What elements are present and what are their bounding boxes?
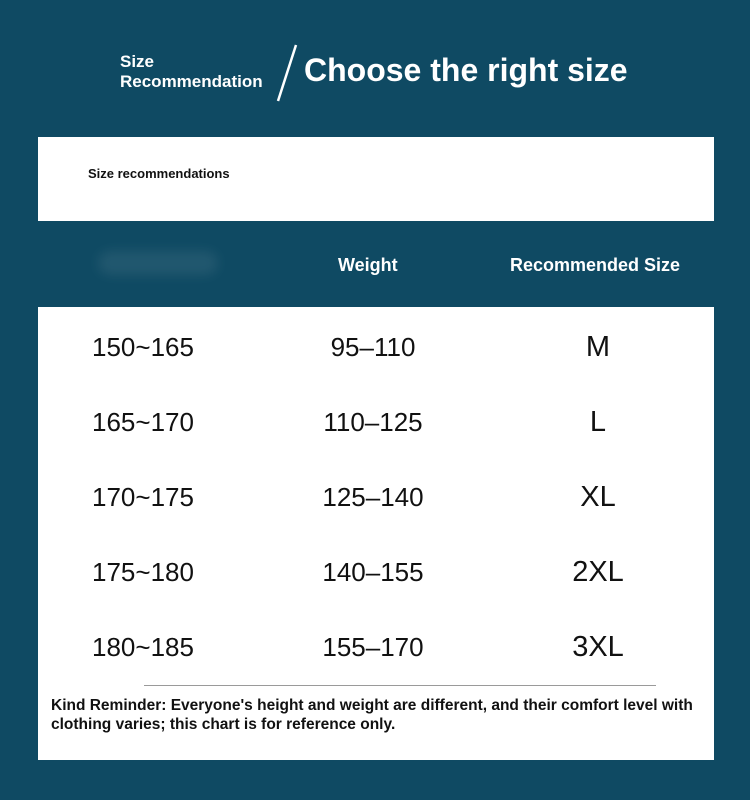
header [0,0,750,130]
cell-size: M [585,331,611,363]
divider [144,685,656,686]
cell-height: 165~170 [92,407,194,437]
page-title: Choose the right size [304,52,628,88]
table-row [38,402,714,442]
cell-weight: 125–140 [322,482,424,512]
table-row [38,627,714,667]
column-header-recommended-size: Recommended Size [510,255,681,275]
column-header-weight: Weight [338,255,398,275]
header-label [120,52,263,92]
cell-size: XL [580,481,616,513]
cell-size: L [589,406,607,438]
card-title: Size recommendations [88,166,230,181]
cell-size: 2XL [572,556,624,588]
table-row [38,477,714,517]
table-header [38,221,714,307]
cell-weight: 140–155 [322,557,424,587]
cell-weight: 155–170 [322,632,424,662]
cell-height: 180~185 [92,632,194,662]
table-row [38,552,714,592]
height-header-blurred [98,251,218,275]
kind-reminder: Kind Reminder: Everyone's height and weight are different, and their comfort level with clothing varies; this chart is for reference only. [51,697,693,733]
cell-height: 170~175 [92,482,194,512]
header-label-line1: Size [120,52,155,71]
cell-weight: 110–125 [323,407,423,437]
cell-height: 175~180 [92,557,194,587]
cell-weight: 95–110 [330,332,416,362]
cell-size: 3XL [572,631,624,663]
slash-divider [276,44,298,102]
cell-height: 150~165 [92,332,194,362]
header-label-line2: Recommendation [120,72,263,91]
table-row [38,327,714,367]
